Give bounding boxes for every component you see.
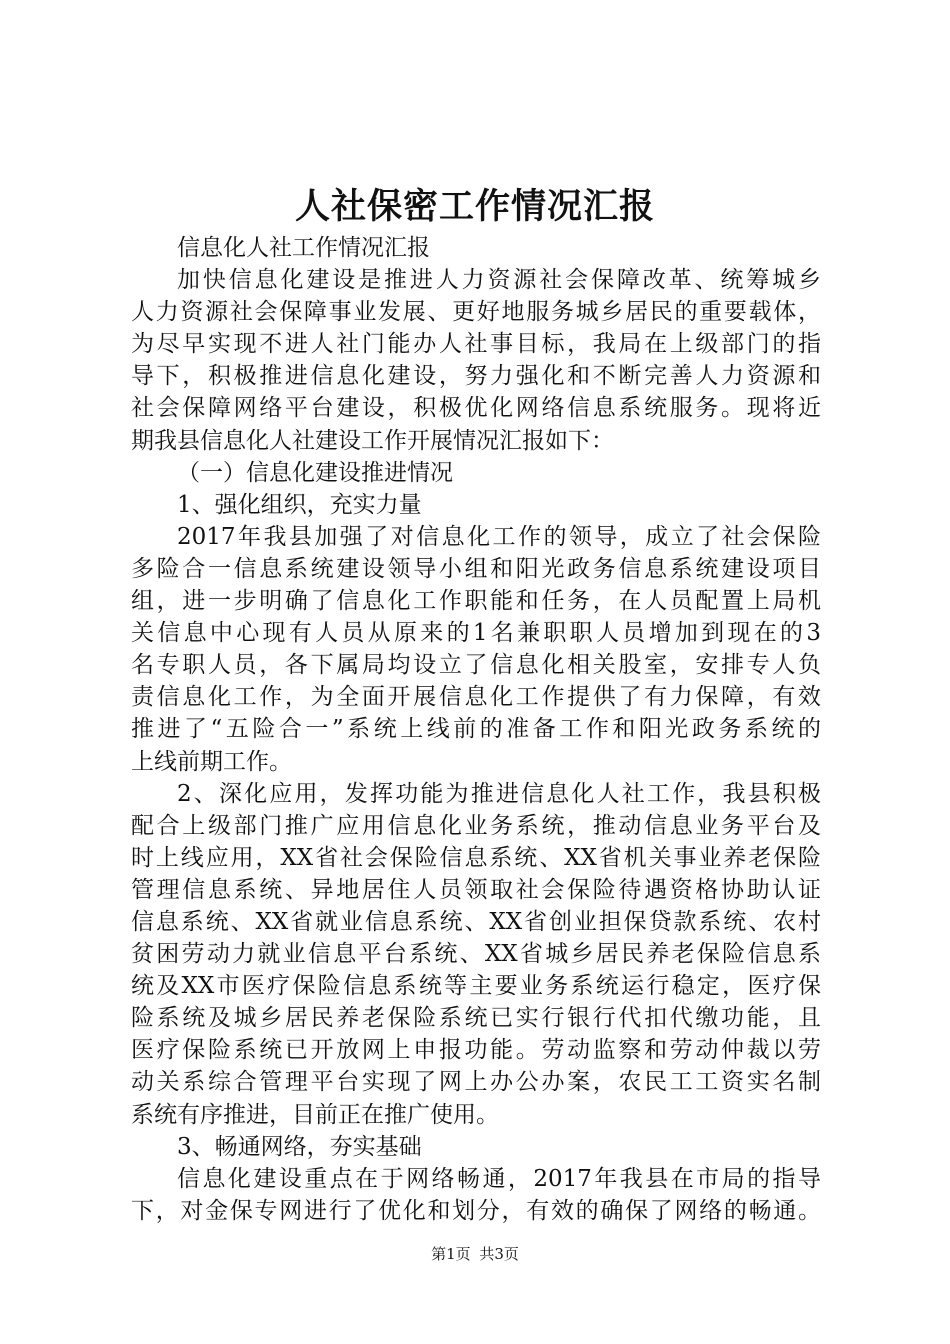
section-heading: （一）信息化建设推进情况 — [177, 459, 453, 486]
paragraph-line: 关信息中心现有人员从原来的1名兼职职人员增加到现在的3 — [131, 620, 821, 647]
page-footer — [0, 1244, 950, 1264]
paragraph-line: 上线前期工作。 — [131, 748, 292, 775]
paragraph-line: 2、深化应用，发挥功能为推进信息化人社工作，我县积极 — [177, 780, 821, 807]
page-number: 第1页 — [431, 1245, 471, 1263]
document-title: 人社保密工作情况汇报 — [294, 186, 655, 227]
paragraph-line: 为尽早实现不进人社门能办人社事目标，我局在上级部门的指 — [131, 331, 821, 358]
paragraph-line: 名专职人员，各下属局均设立了信息化相关股室，安排专人负 — [131, 652, 821, 679]
paragraph-line: 医疗保险系统已开放网上申报功能。劳动监察和劳动仲裁以劳 — [131, 1037, 821, 1064]
page-total: 共3页 — [479, 1245, 519, 1263]
paragraph-line: 信息化建设重点在于网络畅通，2017年我县在市局的指导 — [177, 1165, 821, 1192]
paragraph-line: 管理信息系统、异地居住人员领取社会保险待遇资格协助认证 — [131, 876, 821, 903]
paragraph-line: 期我县信息化人社建设工作开展情况汇报如下： — [131, 427, 614, 454]
paragraph-line: 社会保障网络平台建设，积极优化网络信息系统服务。现将近 — [131, 395, 821, 422]
paragraph-line: 责信息化工作，为全面开展信息化工作提供了有力保障，有效 — [131, 684, 821, 711]
subsection-heading: 1、强化组织，充实力量 — [177, 491, 422, 518]
paragraph-line: 2017年我县加强了对信息化工作的领导，成立了社会保险 — [177, 523, 821, 550]
subsection-heading: 3、畅通网络，夯实基础 — [177, 1133, 422, 1160]
paragraph-line: 人力资源社会保障事业发展、更好地服务城乡居民的重要载体， — [131, 299, 821, 326]
paragraph-line: 系统有序推进，目前正在推广使用。 — [131, 1101, 499, 1128]
paragraph-line: 组，进一步明确了信息化工作职能和任务，在人员配置上局机 — [131, 588, 821, 615]
paragraph-line: 动关系综合管理平台实现了网上办公办案，农民工工资实名制 — [131, 1069, 821, 1096]
paragraph-line: 险系统及城乡居民养老保险系统已实行银行代扣代缴功能，且 — [131, 1005, 821, 1032]
paragraph-line: 信息系统、XX省就业信息系统、XX省创业担保贷款系统、农村 — [131, 908, 821, 935]
paragraph-line: 导下，积极推进信息化建设，努力强化和不断完善人力资源和 — [131, 363, 821, 390]
paragraph-line: 配合上级部门推广应用信息化业务系统，推动信息业务平台及 — [131, 812, 821, 839]
paragraph-line: 推进了“五险合一”系统上线前的准备工作和阳光政务系统的 — [131, 716, 821, 743]
paragraph-line: 下，对金保专网进行了优化和划分，有效的确保了网络的畅通。 — [131, 1197, 821, 1224]
document-body — [131, 232, 821, 1227]
paragraph-line: 贫困劳动力就业信息平台系统、XX省城乡居民养老保险信息系 — [131, 941, 821, 968]
paragraph-line: 时上线应用，XX省社会保险信息系统、XX省机关事业养老保险 — [131, 844, 821, 871]
subtitle-line: 信息化人社工作情况汇报 — [177, 235, 430, 261]
paragraph-line: 多险合一信息系统建设领导小组和阳光政务信息系统建设项目 — [131, 555, 821, 582]
paragraph-line: 加快信息化建设是推进人力资源社会保障改革、统筹城乡 — [177, 267, 821, 294]
paragraph-line: 统及XX市医疗保险信息系统等主要业务系统运行稳定，医疗保 — [131, 973, 821, 1000]
